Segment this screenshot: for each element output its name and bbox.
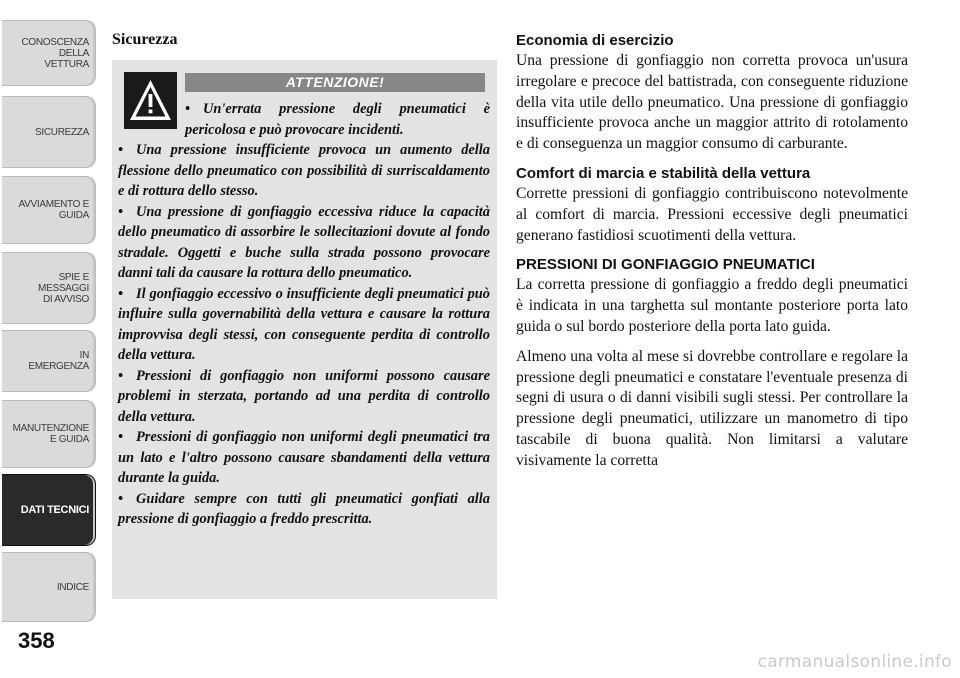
section-title: Sicurezza [112,31,178,48]
page-number: 358 [18,628,55,653]
warning-header: ATTENZIONE! [185,73,485,92]
warning-box [112,60,497,599]
tab-in-emergenza[interactable]: IN EMERGENZA [2,330,96,392]
warning-item: • Il gonfiaggio eccessivo o insufficiente degli pneumatici può influire sulla governabilità della vettura e causare la rottura improvvisa degli stessi, con conseguente perdita di controllo della vettura. [118,285,490,363]
tab-indice[interactable]: INDICE [2,552,96,622]
warning-item: • Guidare sempre con tutti gli pneumatici gonfiati alla pressione di gonfiaggio a freddo prescritta. [118,490,490,527]
warning-item: • Un'errata pressione degli pneumatici è pericolosa e può provocare incidenti. [185,101,490,138]
warning-item: • Pressioni di gonfiaggio non uniformi possono causare problemi in sterzata, portando ad una perdita di controllo della vettura. [118,367,490,425]
tab-dati-tecnici[interactable]: DATI TECNICI [2,474,96,546]
paragraph-pressioni-1: La corretta pressione di gonfiaggio a freddo degli pneumatici è indicata in una targhetta sul montante posteriore porta lato guida o sul bordo posteriore della porta lato guida. [516,276,908,335]
paragraph-pressioni-2: Almeno una volta al mese si dovrebbe controllare e regolare la pressione degli pneumatici e constatare l'eventuale presenza di segni di usura o di danni visibili sugli stessi. Per controllare la pressione degli pneumatici, utilizzare un manometro di tipo tascabile di buona qualità. Non limitarsi a valutare visivamente la corretta [516,347,908,469]
right-column [516,31,908,481]
warning-item: • Pressioni di gonfiaggio non uniformi degli pneumatici tra un lato e l'altro possono causare sbandamenti della vettura durante la guida. [118,429,490,486]
paragraph-comfort: Corrette pressioni di gonfiaggio contribuiscono notevolmente al comfort di marcia. Pressioni eccessive degli pneumatici generano fastidiosi scuotimenti della vettura. [516,184,908,244]
heading-pressioni: PRESSIONI DI GONFIAGGIO PNEUMATICI [516,256,815,274]
watermark: carmanualsonline.info [757,652,952,672]
warning-item: • Una pressione di gonfiaggio eccessiva riduce la capacità dello pneumatico di assorbire le sollecitazioni dovute al fondo stradale. Oggetti e buche sulla strada possono provocare danni tali da causare la rottura dello pneumatico. [118,203,490,281]
tab-sicurezza[interactable]: SICUREZZA [2,96,96,168]
chapter-tabs [0,0,98,625]
tab-avviamento-e-guida[interactable]: AVVIAMENTO E GUIDA [2,176,96,244]
tab-spie-e-messaggi[interactable]: SPIE E MESSAGGI DI AVVISO [2,252,96,324]
warning-item: • Una pressione insufficiente provoca un aumento della flessione dello pneumatico con possibilità di surriscaldamento e di rottura dello stesso. [118,142,490,199]
tab-manutenzione-e-guida[interactable]: MANUTENZIONE E GUIDA [2,400,96,468]
heading-economia: Economia di esercizio [516,32,674,49]
tab-conoscenza-della-vettura[interactable]: CONOSCENZA DELLA VETTURA [2,20,96,86]
paragraph-economia: Una pressione di gonfiaggio non corretta provoca un'usura irregolare e precoce del battistrada, con conseguente riduzione della vita utile dello pneumatico. Una pressione di gonfiaggio insufficiente provoca anche un maggior attrito di rotolamento e di conseguenza un maggior consumo di carburante. [516,52,908,153]
warning-list [118,99,490,530]
heading-comfort: Comfort di marcia e stabilità della vettura [516,164,811,182]
